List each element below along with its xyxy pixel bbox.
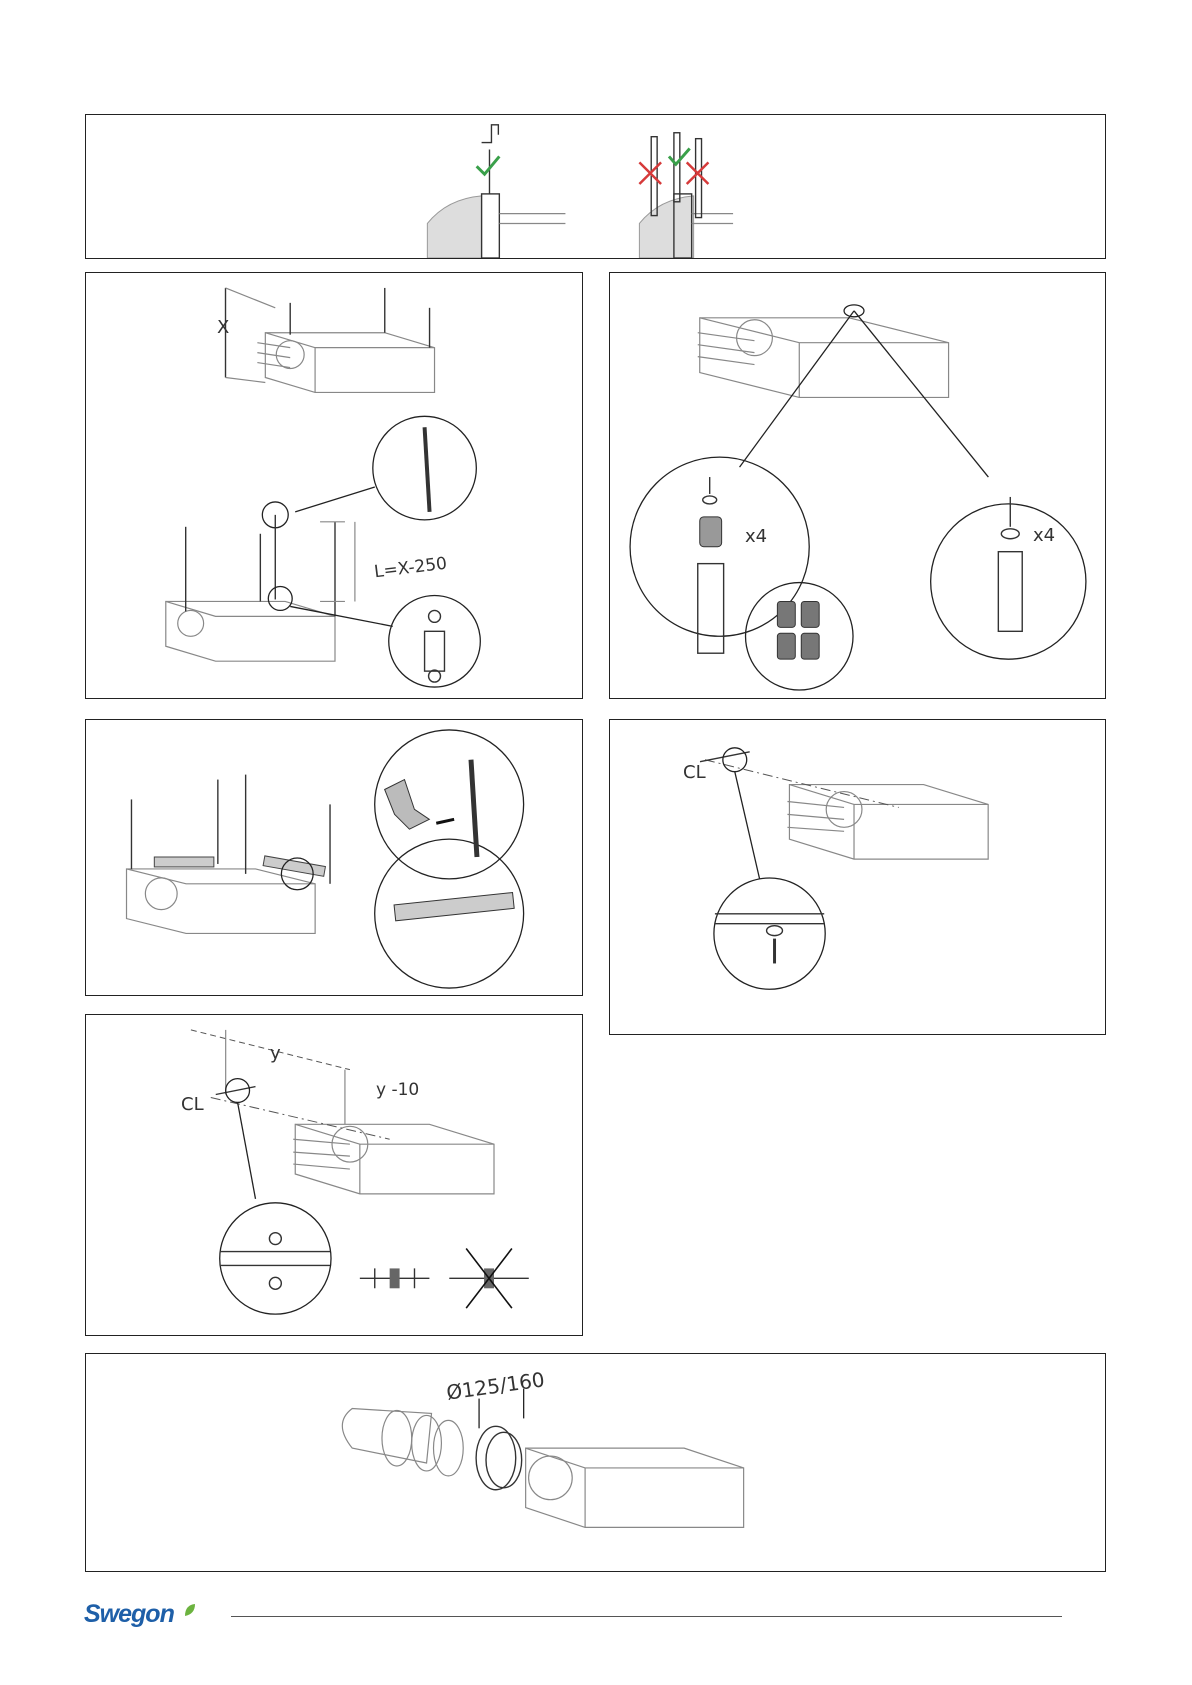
- cross-icon: [687, 162, 709, 184]
- bracket-icon: [385, 780, 430, 830]
- panel-level: [85, 719, 583, 996]
- panel-height-adjustment: [85, 1014, 583, 1336]
- panel-hanger-options: [85, 114, 1106, 259]
- swegon-logo: Swegon: [84, 1600, 174, 1628]
- rod-length-label: L=X-250: [373, 553, 449, 583]
- panel-rod-length: [85, 272, 583, 699]
- duct-diameter-label: Ø125/160: [444, 1367, 547, 1405]
- leaf-icon: [184, 1603, 196, 1617]
- spacers-illustration: [610, 273, 1105, 698]
- centre-line-label: CL: [683, 762, 706, 783]
- centre-line-label: CL: [181, 1094, 204, 1115]
- check-icon: [477, 156, 500, 174]
- panel-duct-connection: [85, 1353, 1106, 1572]
- spacer-count-right: x4: [1033, 525, 1056, 546]
- level-illustration: [86, 720, 582, 995]
- arrow-icon: [436, 819, 454, 823]
- dimension-y10-label: y -10: [376, 1080, 420, 1100]
- panel-centre-line: [609, 719, 1106, 1035]
- spacer-count-left: x4: [745, 526, 768, 547]
- height-adjustment-illustration: [86, 1015, 582, 1335]
- cross-icon: [639, 162, 661, 184]
- hanger-options-illustration: [86, 115, 1105, 258]
- dimension-x-label: X: [217, 317, 230, 338]
- dimension-y-label: y: [270, 1043, 281, 1064]
- duct-connection-illustration: [86, 1354, 1105, 1571]
- rod-length-illustration: [86, 273, 582, 698]
- footer-divider: [231, 1616, 1062, 1617]
- panel-spacers: [609, 272, 1106, 699]
